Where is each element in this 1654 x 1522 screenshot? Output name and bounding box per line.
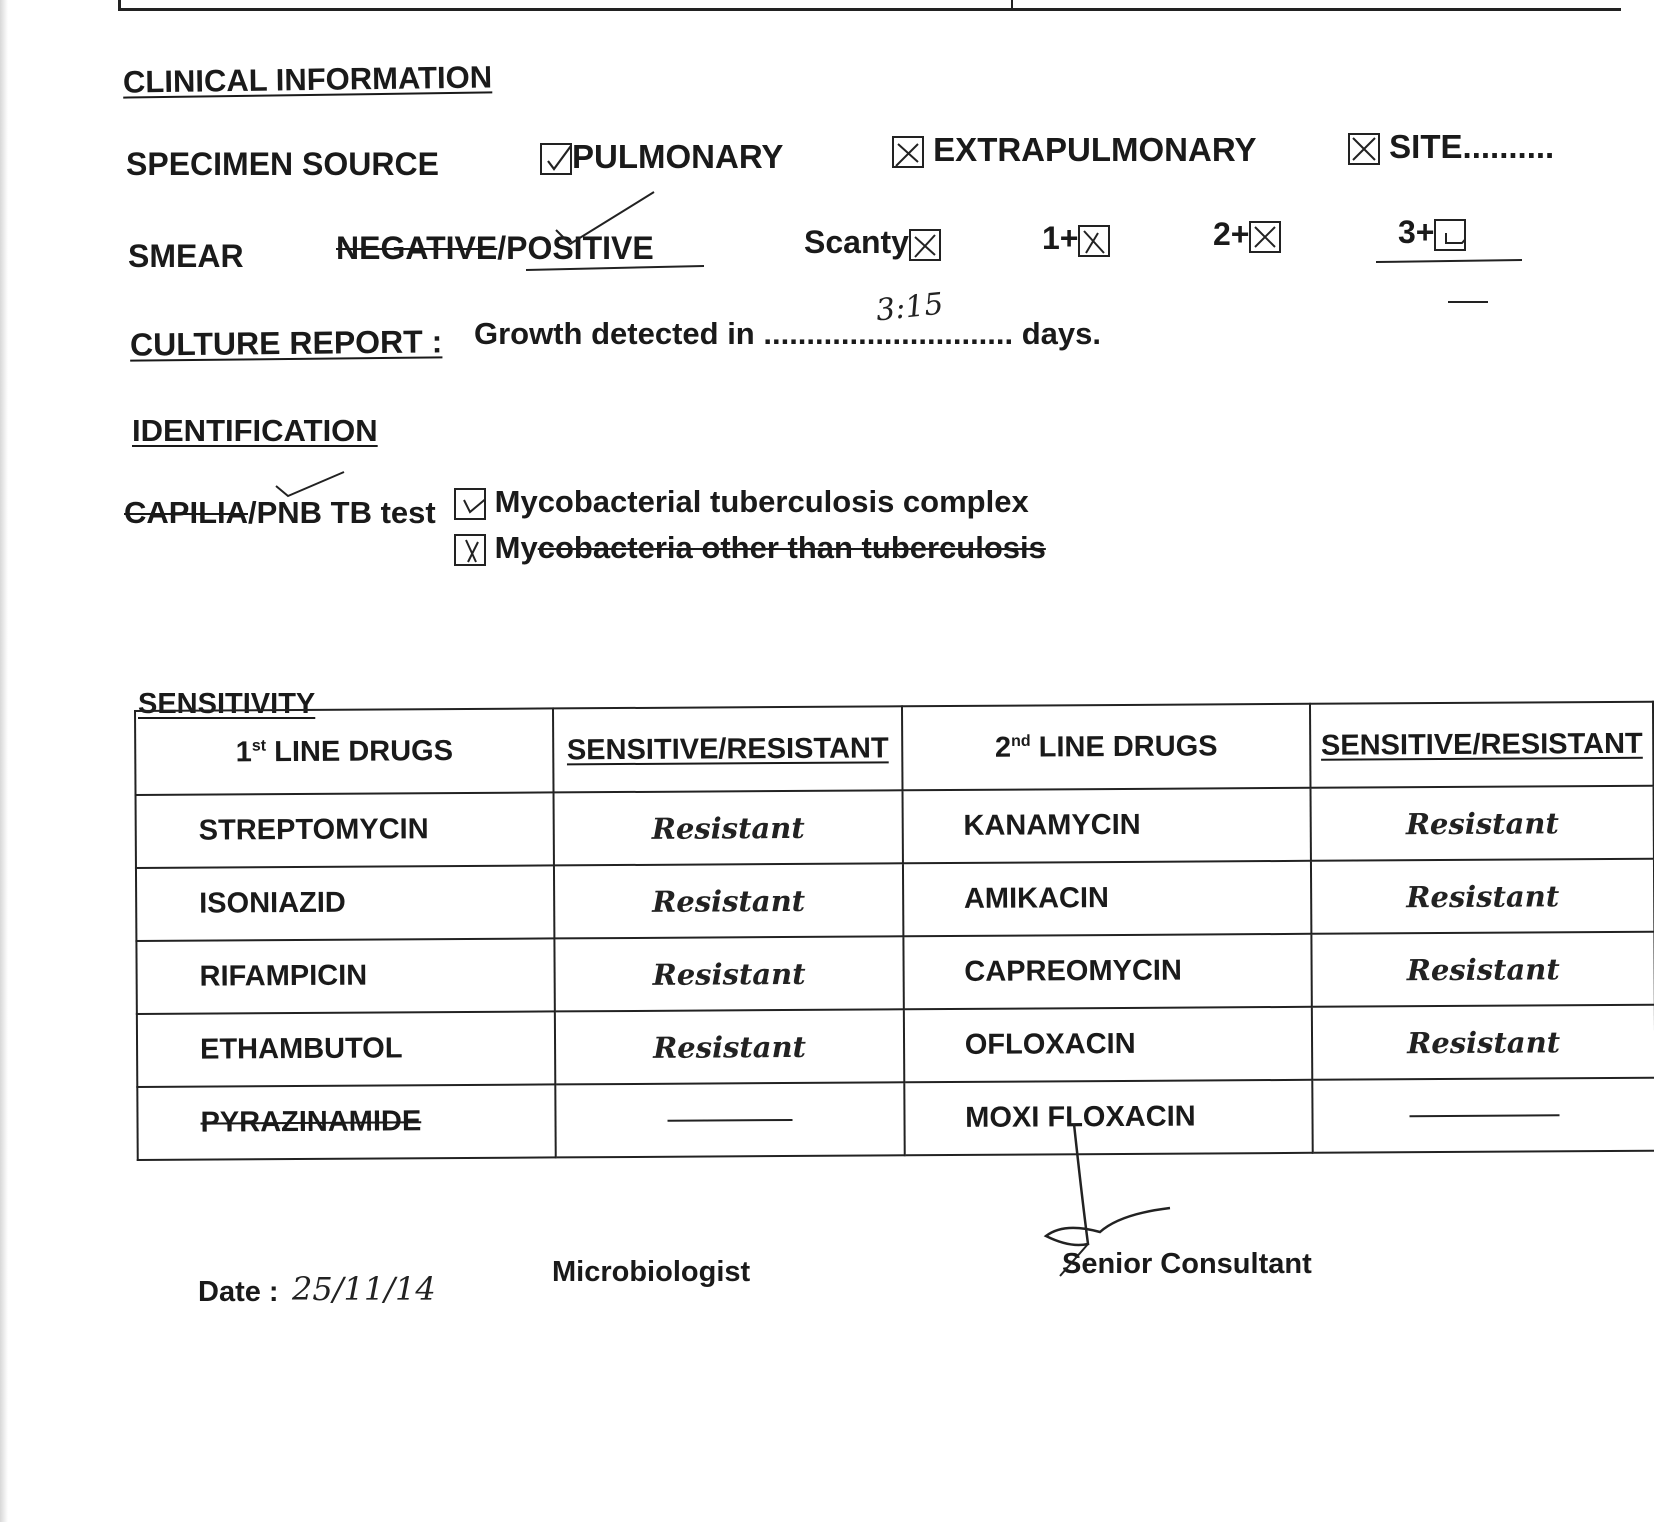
checkmark-icon (1436, 221, 1464, 249)
table-row (137, 1005, 1654, 1087)
capilia-struck: CAPILIA (124, 495, 248, 530)
drug2-cell: KANAMYCIN (902, 788, 1311, 863)
extrapulmonary-label: EXTRAPULMONARY (933, 131, 1257, 168)
pulmonary-label: PULMONARY (572, 138, 784, 175)
smear-label: SMEAR (128, 238, 244, 274)
result2-cell (1313, 1078, 1654, 1153)
pnb-tb-test: /PNB TB test (248, 495, 436, 530)
specimen-source-label: SPECIMEN SOURCE (126, 146, 439, 182)
drug1-cell: ETHAMBUTOL (137, 1011, 556, 1087)
checkmark-icon (456, 490, 484, 518)
table-row (136, 932, 1654, 1014)
one-plus-option[interactable] (1042, 220, 1110, 257)
checkmark-icon (542, 145, 570, 173)
scan-edge-shadow (0, 0, 8, 1522)
two-plus-option[interactable] (1213, 216, 1281, 253)
result1-cell: Resistant (555, 936, 904, 1011)
mott-struck-text: cobacteria other than tuberculosis (537, 530, 1046, 565)
mtb-complex-option[interactable] (454, 484, 1029, 520)
one-plus-checkbox[interactable] (1078, 225, 1110, 257)
culture-growth-line (474, 316, 1101, 352)
clinical-info-heading: CLINICAL INFORMATION (122, 59, 493, 100)
three-plus-checkbox[interactable] (1434, 219, 1466, 251)
mott-option[interactable] (454, 530, 1046, 566)
mtb-complex-label: Mycobacterial tuberculosis complex (494, 484, 1029, 519)
cross-mark-icon (1080, 227, 1108, 255)
pyrazinamide-struck: PYRAZINAMIDE (200, 1105, 422, 1139)
date-label: Date : (198, 1276, 279, 1308)
result1-cell: Resistant (555, 1009, 904, 1084)
smear-positive: /POSITIVE (497, 230, 654, 266)
extrapulmonary-checkbox[interactable] (892, 136, 924, 168)
scanty-label: Scanty (804, 224, 909, 260)
extrapulmonary-option[interactable] (892, 131, 1256, 169)
drug2-cell: MOXI FLOXACIN (904, 1080, 1313, 1155)
drug2-cell: CAPREOMYCIN (903, 934, 1312, 1009)
scanty-option[interactable] (804, 224, 941, 261)
site-label: SITE.......... (1389, 128, 1555, 165)
signature-scribble (1030, 1118, 1180, 1288)
mott-checkbox[interactable] (454, 534, 486, 566)
result2-cell: Resistant (1311, 786, 1654, 861)
drug1-cell: STREPTOMYCIN (136, 792, 555, 868)
cross-mark-icon (1251, 223, 1279, 251)
table-row (136, 786, 1654, 868)
culture-report-label: CULTURE REPORT : (129, 323, 443, 363)
date-handwritten: 25/11/14 (292, 1270, 436, 1308)
mtb-complex-checkbox[interactable] (454, 488, 486, 520)
pulmonary-option[interactable] (540, 138, 783, 176)
sensitivity-heading: SENSITIVITY (138, 688, 316, 720)
smear-negative-struck: NEGATIVE (336, 230, 498, 266)
two-plus-checkbox[interactable] (1249, 221, 1281, 253)
senior-consultant-label: Senior Consultant (1062, 1248, 1312, 1280)
three-plus-option[interactable] (1398, 214, 1466, 251)
result2-cell: Resistant (1312, 932, 1654, 1007)
sensitivity-table (134, 701, 1654, 1161)
drug1-cell: ISONIAZID (136, 865, 555, 941)
result1-cell (556, 1082, 905, 1157)
smear-handwritten-marks (520, 188, 710, 276)
dash-mark (668, 1119, 793, 1122)
cross-mark-icon (456, 536, 484, 564)
result1-cell: Resistant (554, 790, 903, 865)
three-plus-underline-marks (1370, 250, 1530, 310)
cross-mark-icon (894, 138, 922, 166)
table-row (137, 1078, 1654, 1160)
two-plus-label: 2+ (1213, 216, 1250, 252)
drug2-cell: AMIKACIN (903, 861, 1312, 936)
drug2-cell: OFLOXACIN (904, 1007, 1313, 1082)
identification-heading: IDENTIFICATION (132, 413, 378, 448)
pulmonary-checkbox[interactable] (540, 143, 572, 175)
site-checkbox[interactable] (1348, 133, 1380, 165)
cross-mark-icon (911, 231, 939, 259)
table-row (136, 859, 1654, 941)
first-line-drugs-header: 1st LINE DRUGS (135, 708, 554, 795)
sensitive-resistant-header-1: SENSITIVE/RESISTANT (553, 706, 902, 792)
sensitive-resistant-header-2: SENSITIVE/RESISTANT (1310, 702, 1653, 788)
drug1-cell (137, 1084, 556, 1160)
dash-mark (1409, 1115, 1559, 1118)
second-line-drugs-header: 2nd LINE DRUGS (902, 704, 1311, 790)
one-plus-label: 1+ (1042, 220, 1079, 256)
drug1-cell: RIFAMPICIN (136, 938, 555, 1014)
cross-mark-icon (1350, 135, 1378, 163)
result2-cell: Resistant (1312, 1005, 1654, 1080)
culture-days-handwritten: 3:15 (874, 286, 946, 329)
result2-cell: Resistant (1311, 859, 1654, 934)
table-header-row (135, 702, 1653, 795)
site-option[interactable] (1348, 128, 1554, 166)
mott-prefix: My (494, 530, 538, 565)
culture-text-after: .......... days. (927, 316, 1102, 351)
scanty-checkbox[interactable] (909, 229, 941, 261)
culture-text-before: Growth detected in ................... (474, 316, 927, 351)
previous-section-box-edge (118, 0, 1621, 11)
three-plus-label: 3+ (1398, 214, 1435, 250)
pnb-tick-mark (270, 466, 350, 506)
microbiologist-label: Microbiologist (552, 1256, 751, 1288)
result1-cell: Resistant (554, 863, 903, 938)
